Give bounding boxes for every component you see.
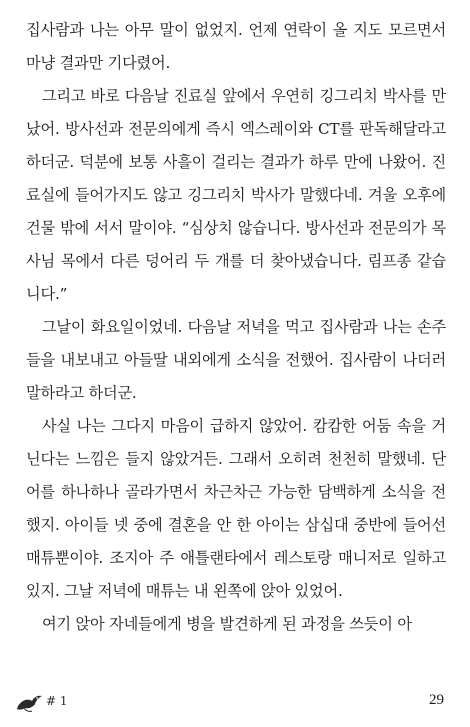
paragraph-4: 사실 나는 그다지 마음이 급하지 않았어. 캄캄한 어둠 속을 거닌다는 느낌은 들지 않았거든. 그래서 오히려 천천히 말했네. 단어를 하나하나 골라가면서 차근차근 가능한 담백하게 소식을 전했지. 아이들 넷 중에 결혼을 안 한 아이는 삼십대 중반에 들어선 매튜뿐이야. 조지아 주 애틀랜타에서 레스토랑 매니저로 일하고 있지. 그날 저녁에 매튜는 내 왼쪽에 앉아 있었어. (26, 417, 446, 600)
chapter-mark: # 1 (46, 694, 68, 708)
page-footer (0, 690, 470, 720)
page-number: 29 (429, 692, 444, 708)
paragraph-3: 그날이 화요일이었네. 다음날 저녁을 먹고 집사람과 나는 손주들을 내보내고 아들딸 내외에게 소식을 전했어. 집사람이 나더러 말하라고 하더군. (26, 318, 446, 402)
bird-ornament-icon (16, 692, 44, 714)
body-text (26, 14, 446, 641)
paragraph-1: 집사람과 나는 아무 말이 없었지. 언제 연락이 올 지도 모르면서 마냥 결과만 기다렸어. (26, 21, 446, 72)
paragraph-2: 그리고 바로 다음날 진료실 앞에서 우연히 깅그리치 박사를 만났어. 방사선과 전문의에게 즉시 엑스레이와 CT를 판독해달라고 하더군. 덕분에 보통 사흘이 걸리는 결과가 하루 만에 나왔어. 진료실에 들어가지도 않고 깅그리치 박사가 말했다네. 겨울 오후에 건물 밖에 서서 말이야. “심상치 않습니다. 방사선과 전문의가 목사님 목에서 다른 덩어리 두 개를 더 찾아냈습니다. 림프종 같습니다.” (26, 87, 446, 303)
paragraph-5: 여기 앉아 자네들에게 병을 발견하게 된 과정을 쓰듯이 아 (41, 615, 412, 633)
